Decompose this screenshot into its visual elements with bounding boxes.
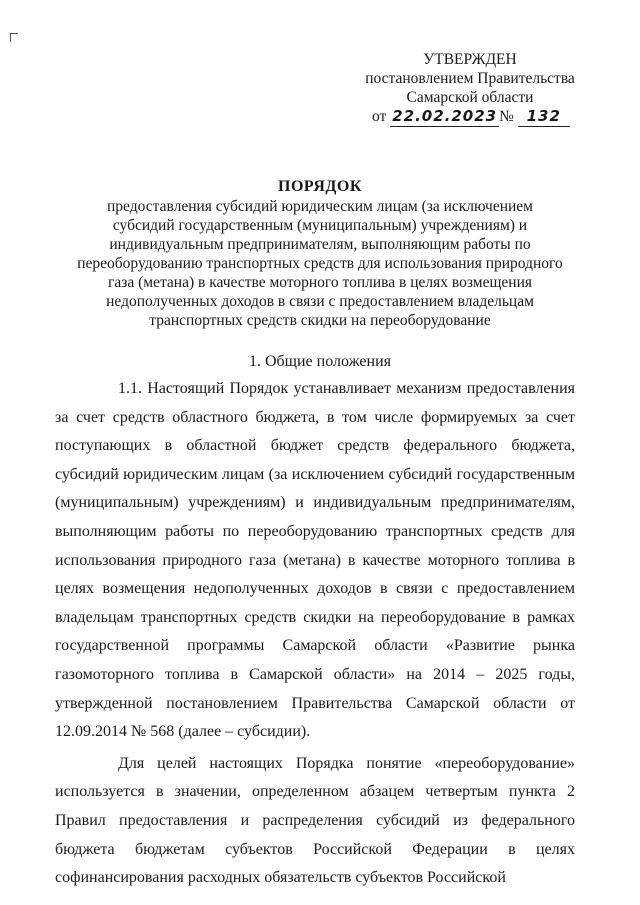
scan-corner-mark xyxy=(10,33,18,34)
section-heading: 1. Общие положения xyxy=(248,353,392,370)
document-body xyxy=(55,375,575,893)
paragraph-definition: Для целей настоящих Порядка понятие «переоборудование» используется в значении, определенном абзацем четвертым пункта 2 Правил предоставления и распределения субсидий из федерального бюджета бюджетам субъектов Российской Федерации в целях софинансирования расходных обязательств субъектов Российской xyxy=(55,754,575,887)
handwritten-date: 22.02.2023 xyxy=(392,107,498,125)
scan-corner-mark xyxy=(10,33,11,42)
approval-date-line xyxy=(360,107,580,127)
approval-title: УТВЕРЖДЕН xyxy=(423,51,517,68)
paragraph-1-1: 1.1. Настоящий Порядок устанавливает механизм предоставления за счет средств областного бюджета, в том числе формируемых за счет поступающих в областной бюджет средств федерального бюджета, субсидий юридическим лицам (за исключением субсидий государственным (муниципальным) учреждениям) и индивидуальным предпринимателям, выполняющим работы по переоборудованию транспортных средств для использования природного газа (метана) в качестве моторного топлива в целях возмещения недополученных доходов в связи с предоставлением владельцам транспортных средств скидки на переоборудование в рамках государственной программы Самарской области «Развитие рынка газомоторного топлива в Самарской области» на 2014 – 2025 годы, утвержденной постановлением Правительства Самарской области от 12.09.2014 № 568 (далее – субсидии). xyxy=(55,380,575,741)
approval-line-2: Самарской области xyxy=(406,89,534,106)
document-title: ПОРЯДОК xyxy=(278,178,362,195)
document-subtitle: предоставления субсидий юридическим лицам (за исключением субсидий государственным (муниципальным) учреждениям) и индивидуальным предпринимателям, выполняющим работы по переоборудованию транспортных средств для использования природного газа (метана) в качестве моторного топлива в целях возмещения недополученных доходов в связи с предоставлением владельцам транспортных средств скидки на переоборудование xyxy=(77,198,563,329)
approval-stamp-block xyxy=(360,50,580,127)
handwritten-number: 132 xyxy=(518,107,570,127)
number-label: № xyxy=(499,108,514,125)
approval-line-1: постановлением Правительства xyxy=(365,70,575,87)
date-prefix: от xyxy=(372,108,387,125)
